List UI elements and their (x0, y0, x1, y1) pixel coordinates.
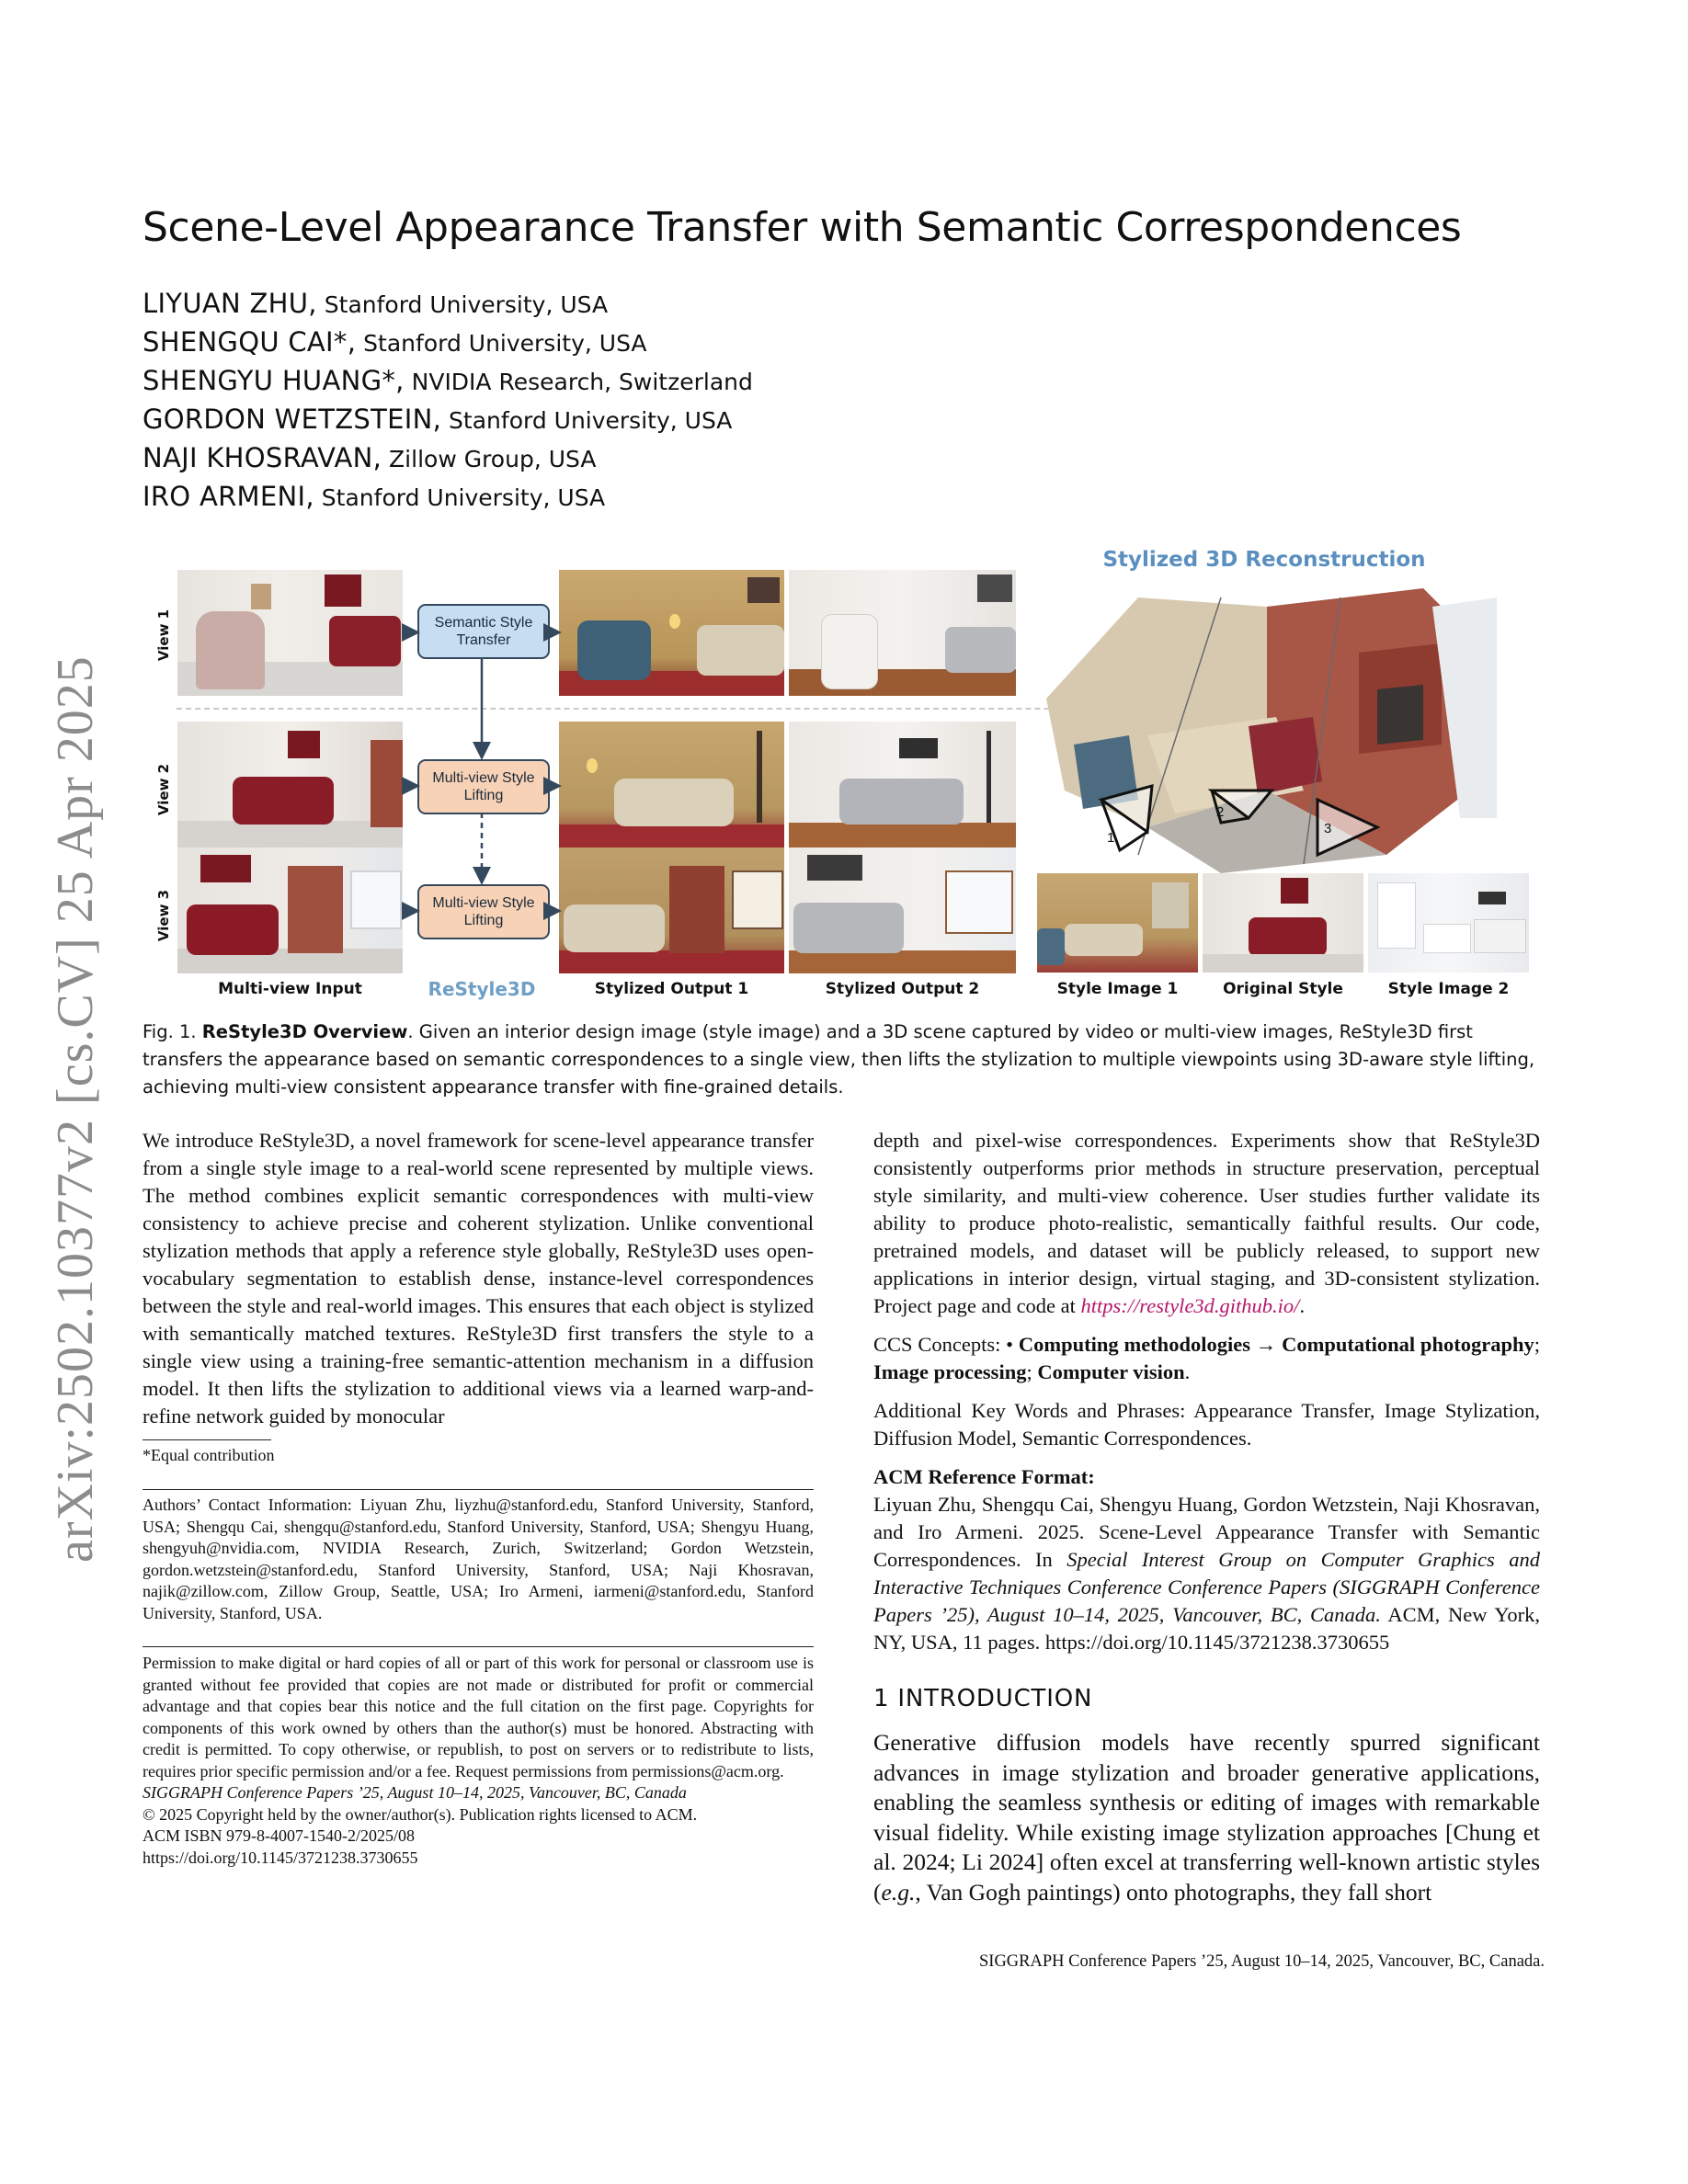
author-name: LIYUAN ZHU, (143, 288, 317, 319)
author-3 (143, 361, 753, 400)
label-stylized-output-2: Stylized Output 2 (825, 980, 980, 998)
author-affiliation: Zillow Group, USA (382, 446, 597, 472)
author-affiliation: Stanford University, USA (356, 330, 647, 357)
label-original-style: Original Style (1223, 980, 1343, 998)
contact-text: Authors’ Contact Information: Liyuan Zhu, liyzhu@stanford.edu, Stanford University, Stanford, USA; Shengqu Cai, shengqu@stanford.edu, Stanford University, Stanford, USA; Shengyu Huang, shengyuh@nvidia.com, NVIDIA Research, Zurich, Switzerland; Gordon Wetzstein, gordon.wetzstein@stanford.edu, Stanford University, Stanford, USA; Naji Khosravan, najik@zillow.com, Zillow Group, Seattle, USA; Iro Armeni, iarmeni@stanford.edu, Stanford University, Stanford, USA. (143, 1496, 814, 1622)
view-label-1: View 1 (155, 609, 172, 662)
reconstruction-render (1037, 579, 1497, 873)
author-name: SHENGYU HUANG*, (143, 365, 405, 396)
section-heading-introduction: 1 INTRODUCTION (873, 1685, 1093, 1712)
view-label-3: View 3 (155, 889, 172, 942)
original-style-image (1203, 873, 1363, 973)
caption-bold: ReStyle3D Overview (201, 1021, 408, 1042)
venue-line: SIGGRAPH Conference Papers ’25, August 10–14, 2025, Vancouver, BC, Canada (143, 1783, 687, 1802)
ccs-label: CCS Concepts: • (873, 1333, 1019, 1356)
author-affiliation: Stanford University, USA (316, 291, 609, 318)
ccs-sep: ; (1026, 1360, 1038, 1383)
paper-title: Scene-Level Appearance Transfer with Semantic Correspondences (143, 204, 1462, 251)
ccs-concepts (873, 1331, 1540, 1386)
keywords: Additional Key Words and Phrases: Appearance Transfer, Image Stylization, Diffusion Model, Semantic Correspondences. (873, 1399, 1540, 1450)
ccs-item: Computer vision (1037, 1360, 1185, 1383)
caption-prefix: Fig. 1. (143, 1021, 202, 1042)
contact-rule (143, 1489, 814, 1490)
ccs-item: Computing methodologies (1018, 1333, 1250, 1356)
author-name: GORDON WETZSTEIN, (143, 404, 442, 435)
recon-title: Stylized 3D Reconstruction (1102, 548, 1426, 572)
abstract-left-column (143, 1127, 814, 1430)
ccs-sep: ; (1534, 1333, 1540, 1356)
camera-number-2: 2 (1216, 804, 1225, 820)
camera-number-3: 3 (1324, 821, 1332, 836)
author-list (143, 284, 753, 516)
author-name: SHENGQU CAI*, (143, 326, 357, 358)
ccs-item: Image processing (873, 1360, 1027, 1383)
style-image-2 (1368, 873, 1529, 973)
label-multiview-input: Multi-view Input (218, 980, 362, 998)
caption-text: . Given an interior design image (style image) and a 3D scene captured by video or multi-view images, ReStyle3D first transfers the appearance based on semantic correspondences to a single view, then lifts the stylization to multiple viewpoints using 3D-aware style lifting, achieving multi-view consistent appearance transfer with fine-grained details. (143, 1021, 1535, 1098)
style-lifting-box-view-2: Multi-view Style Lifting (417, 759, 550, 814)
footnote (143, 1445, 814, 1467)
arxiv-stamp: arXiv:2502.10377v2 [cs.CV] 25 Apr 2025 (47, 655, 104, 1563)
author-affiliation: Stanford University, USA (314, 484, 606, 511)
abstract-right-column (873, 1127, 1540, 1656)
page-footer: SIGGRAPH Conference Papers ’25, August 10–14, 2025, Vancouver, BC, Canada. (979, 1952, 1545, 1971)
view-label-2: View 2 (155, 763, 172, 816)
intro-text-b: , Van Gogh paintings) onto photographs, they fall short (915, 1878, 1432, 1905)
figure-1 (147, 548, 1545, 1011)
figure-caption (143, 1018, 1545, 1101)
ccs-item: Computational photography (1282, 1333, 1534, 1356)
label-style-image-2: Style Image 2 (1387, 980, 1510, 998)
author-1 (143, 284, 753, 323)
project-link[interactable]: https://restyle3d.github.io/ (1080, 1294, 1300, 1317)
style-lifting-box-view-3: Multi-view Style Lifting (417, 884, 550, 939)
author-6 (143, 477, 753, 516)
doi-line: https://doi.org/10.1145/3721238.3730655 (143, 1848, 418, 1867)
label-stylized-output-1: Stylized Output 1 (594, 980, 749, 998)
author-name: IRO ARMENI, (143, 481, 314, 512)
ccs-end: . (1184, 1360, 1191, 1383)
contact-info (143, 1495, 814, 1624)
author-5 (143, 438, 753, 477)
stylized-3d-reconstruction (1037, 579, 1497, 873)
intro-text-a: Generative diffusion models have recently spurred significant advances in image stylization and broader generative applications, enabling the seamless synthesis or editing of images with remarkable visual fidelity. While existing image stylization approaches [Chung et al. 2024; Li 2024] often excel at transferring well-known artistic styles ( (873, 1729, 1540, 1905)
style-image-1 (1037, 873, 1198, 973)
acm-ref-heading: ACM Reference Format: (873, 1465, 1095, 1488)
label-restyle3d: ReStyle3D (428, 978, 536, 1000)
footnote-rule (143, 1439, 271, 1440)
author-2 (143, 323, 753, 361)
footnote-text: *Equal contribution (143, 1446, 275, 1464)
acm-ref-venue: Special Interest Group on Computer Graphics and Interactive Techniques Conference Conference Papers (SIGGRAPH Conference Papers ’25), August 10–14, 2025, Vancouver, BC, Canada. (873, 1548, 1540, 1626)
permission-block (143, 1653, 814, 1869)
permission-rule (143, 1646, 814, 1647)
ccs-arrow: → (1249, 1333, 1283, 1356)
acm-ref-text: Liyuan Zhu, Shengqu Cai, Shengyu Huang, Gordon Wetzstein, Naji Khosravan, and Iro Armeni. 2025. Scene-Level Appearance Transfer with Semantic Correspondences. In (873, 1493, 1540, 1571)
author-4 (143, 400, 753, 438)
introduction-text (873, 1728, 1540, 1907)
camera-number-1: 1 (1107, 830, 1115, 846)
abstract-left: We introduce ReStyle3D, a novel framework for scene-level appearance transfer from a single style image to a real-world scene represented by multiple views. The method combines explicit semantic correspondences with multi-view consistency to achieve precise and coherent stylization. Unlike conventional stylization methods that apply a reference style globally, ReStyle3D uses open-vocabulary segmentation to establish dense, instance-level correspondences between the style and real-world images. This ensures that each object is stylized with semantically matched textures. ReStyle3D first transfers the style to a single view using a training-free semantic-attention mechanism in a diffusion model. It then lifts the stylization to additional views via a learned warp-and-refine network guided by monocular (143, 1129, 814, 1428)
semantic-style-transfer-box: Semantic Style Transfer (417, 604, 550, 659)
author-name: NAJI KHOSRAVAN, (143, 442, 382, 473)
intro-eg: e.g. (881, 1878, 916, 1905)
author-affiliation: Stanford University, USA (441, 407, 733, 434)
permission-text: Permission to make digital or hard copies of all or part of this work for personal or classroom use is granted without fee provided that copies are not made or distributed for profit or commercial advantage and that copies bear this notice and the full citation on the first page. Copyrights for components of this work owned by others than the author(s) must be honored. Abstracting with credit is permitted. To copy otherwise, or republish, to post on servers or to redistribute to lists, requires prior specific permission and/or a fee. Request permissions from permissions@acm.org. (143, 1654, 814, 1780)
author-affiliation: NVIDIA Research, Switzerland (404, 369, 753, 395)
abstract-right-text: depth and pixel-wise correspondences. Experiments show that ReStyle3D consistently outperforms prior methods in structure preservation, perceptual style similarity, and multi-view coherence. User studies further validate its ability to produce photo-realistic, semantically faithful results. Our code, pretrained models, and dataset will be publicly released, to support new applications in interior design, virtual staging, and 3D-consistent stylization. Project page and code at (873, 1129, 1540, 1317)
acm-reference (873, 1491, 1540, 1656)
label-style-image-1: Style Image 1 (1056, 980, 1179, 998)
abstract-right: depth and pixel-wise correspondences. Experiments show that ReStyle3D consistently outperforms prior methods in structure preservation, perceptual style similarity, and multi-view coherence. User studies further validate its ability to produce photo-realistic, semantically faithful results. Our code, pretrained models, and dataset will be publicly released, to support new applications in interior design, virtual staging, and 3D-consistent stylization. Project page and code at https://restyle3d.github.io/. (873, 1129, 1540, 1317)
acm-ref-tail: ACM, New York, NY, USA, 11 pages. https://doi.org/10.1145/3721238.3730655 (873, 1603, 1540, 1654)
copyright-line: © 2025 Copyright held by the owner/author(s). Publication rights licensed to ACM. (143, 1804, 698, 1824)
isbn-line: ACM ISBN 979-8-4007-1540-2/2025/08 (143, 1826, 415, 1845)
